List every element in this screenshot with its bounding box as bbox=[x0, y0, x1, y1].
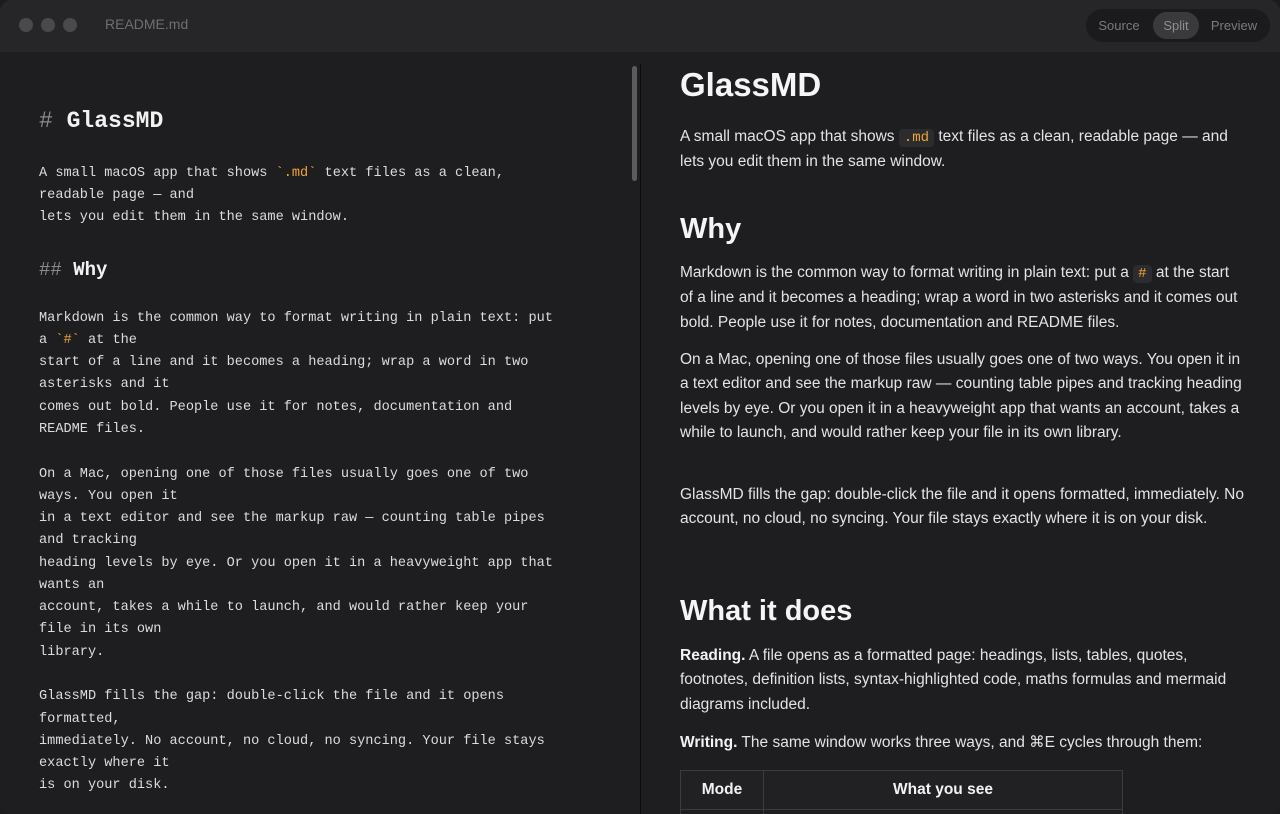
table-header-row bbox=[681, 771, 1123, 810]
source-line: and tracking bbox=[39, 533, 137, 548]
preview-reading-para: Reading. A file opens as a formatted page: headings, lists, tables, quotes, footnotes, definition lists, syntax-highlighted code, maths formulas and mermaid diagrams included. bbox=[680, 647, 1227, 713]
source-line: immediately. No account, no cloud, no syncing. Your file stays bbox=[39, 734, 545, 749]
inline-code: .md bbox=[899, 129, 934, 147]
source-h2-line bbox=[39, 259, 107, 281]
table-header-what: What you see bbox=[764, 771, 1123, 810]
source-h2-text: Why bbox=[73, 259, 108, 281]
source-line: GlassMD fills the gap: double-click the file and it opens bbox=[39, 689, 504, 704]
source-line: heading levels by eye. Or you open it in a heavyweight app that bbox=[39, 556, 553, 571]
source-line: comes out bold. People use it for notes, documentation and bbox=[39, 400, 513, 415]
source-line: ways. You open it bbox=[39, 489, 178, 504]
close-window-button[interactable] bbox=[19, 18, 33, 32]
inline-code: `.md` bbox=[275, 166, 317, 181]
table-row bbox=[681, 810, 1123, 814]
source-line: A small macOS app that shows `.md` text files as a clean, bbox=[39, 166, 504, 181]
source-line: asterisks and it bbox=[39, 377, 170, 392]
document-title: README.md bbox=[105, 16, 189, 32]
preview-pane bbox=[641, 64, 1280, 814]
source-line: On a Mac, opening one of those files usually goes one of two bbox=[39, 467, 529, 482]
mode-preview-button[interactable]: Preview bbox=[1210, 18, 1258, 33]
source-line: Markdown is the common way to format writing in plain text: put bbox=[39, 311, 553, 326]
preview-h2-why: Why bbox=[680, 213, 742, 245]
source-line: exactly where it bbox=[39, 756, 170, 771]
heading-marker: # bbox=[39, 108, 53, 134]
preview-intro: A small macOS app that shows .md text files as a clean, readable page — and lets you edit them in the same window. bbox=[680, 128, 1228, 171]
inline-code: # bbox=[1133, 265, 1151, 283]
preview-why-para-3: GlassMD fills the gap: double-click the file and it opens formatted, immediately. No account, no cloud, no syncing. Your file stays exactly where it is on your disk. bbox=[680, 486, 1244, 528]
source-line: wants an bbox=[39, 578, 105, 593]
source-line: library. bbox=[39, 645, 105, 660]
source-line: lets you edit them in the same window. bbox=[39, 210, 349, 225]
preview-h1: GlassMD bbox=[680, 66, 822, 103]
zoom-window-button[interactable] bbox=[63, 18, 77, 32]
source-scrollbar[interactable] bbox=[632, 66, 637, 181]
source-h1-line bbox=[39, 108, 163, 134]
source-line: readable page — and bbox=[39, 188, 194, 203]
source-line: account, takes a while to launch, and would rather keep your bbox=[39, 600, 529, 615]
source-line: is on your disk. bbox=[39, 778, 170, 793]
heading-marker: ## bbox=[39, 259, 62, 281]
minimize-window-button[interactable] bbox=[41, 18, 55, 32]
source-line: README files. bbox=[39, 422, 146, 437]
source-h1-text: GlassMD bbox=[66, 108, 164, 134]
mode-source-button[interactable]: Source bbox=[1098, 18, 1140, 33]
preview-writing-para: Writing. The same window works three ways, and ⌘E cycles through them: bbox=[680, 734, 1203, 751]
source-line: file in its own bbox=[39, 622, 162, 637]
view-mode-switch bbox=[1086, 9, 1270, 42]
inline-code: `#` bbox=[55, 333, 80, 348]
modes-table bbox=[680, 770, 1123, 814]
preview-why-para-1: Markdown is the common way to format writing in plain text: put a # at the start of a line and it becomes a heading; wrap a word in two asterisks and it comes out bold. People use it for notes, documentation and README files. bbox=[680, 264, 1238, 331]
title-bar bbox=[0, 0, 1280, 52]
source-line: start of a line and it becomes a heading; wrap a word in two bbox=[39, 355, 529, 370]
mode-split-button[interactable]: Split bbox=[1153, 12, 1199, 39]
source-editor[interactable] bbox=[0, 64, 640, 814]
source-line: a `#` at the bbox=[39, 333, 137, 348]
table-header-mode: Mode bbox=[681, 771, 764, 810]
source-line: in a text editor and see the markup raw — counting table pipes bbox=[39, 511, 545, 526]
preview-h2-what: What it does bbox=[680, 595, 853, 627]
source-line: formatted, bbox=[39, 712, 121, 727]
preview-why-para-2: On a Mac, opening one of those files usually goes one of two ways. You open it in a text editor and see the markup raw — counting table pipes and tracking heading levels by eye. Or you open it in a heavyweight app that wants an account, takes a while to launch, and would rather keep your file in its own library. bbox=[680, 351, 1242, 441]
